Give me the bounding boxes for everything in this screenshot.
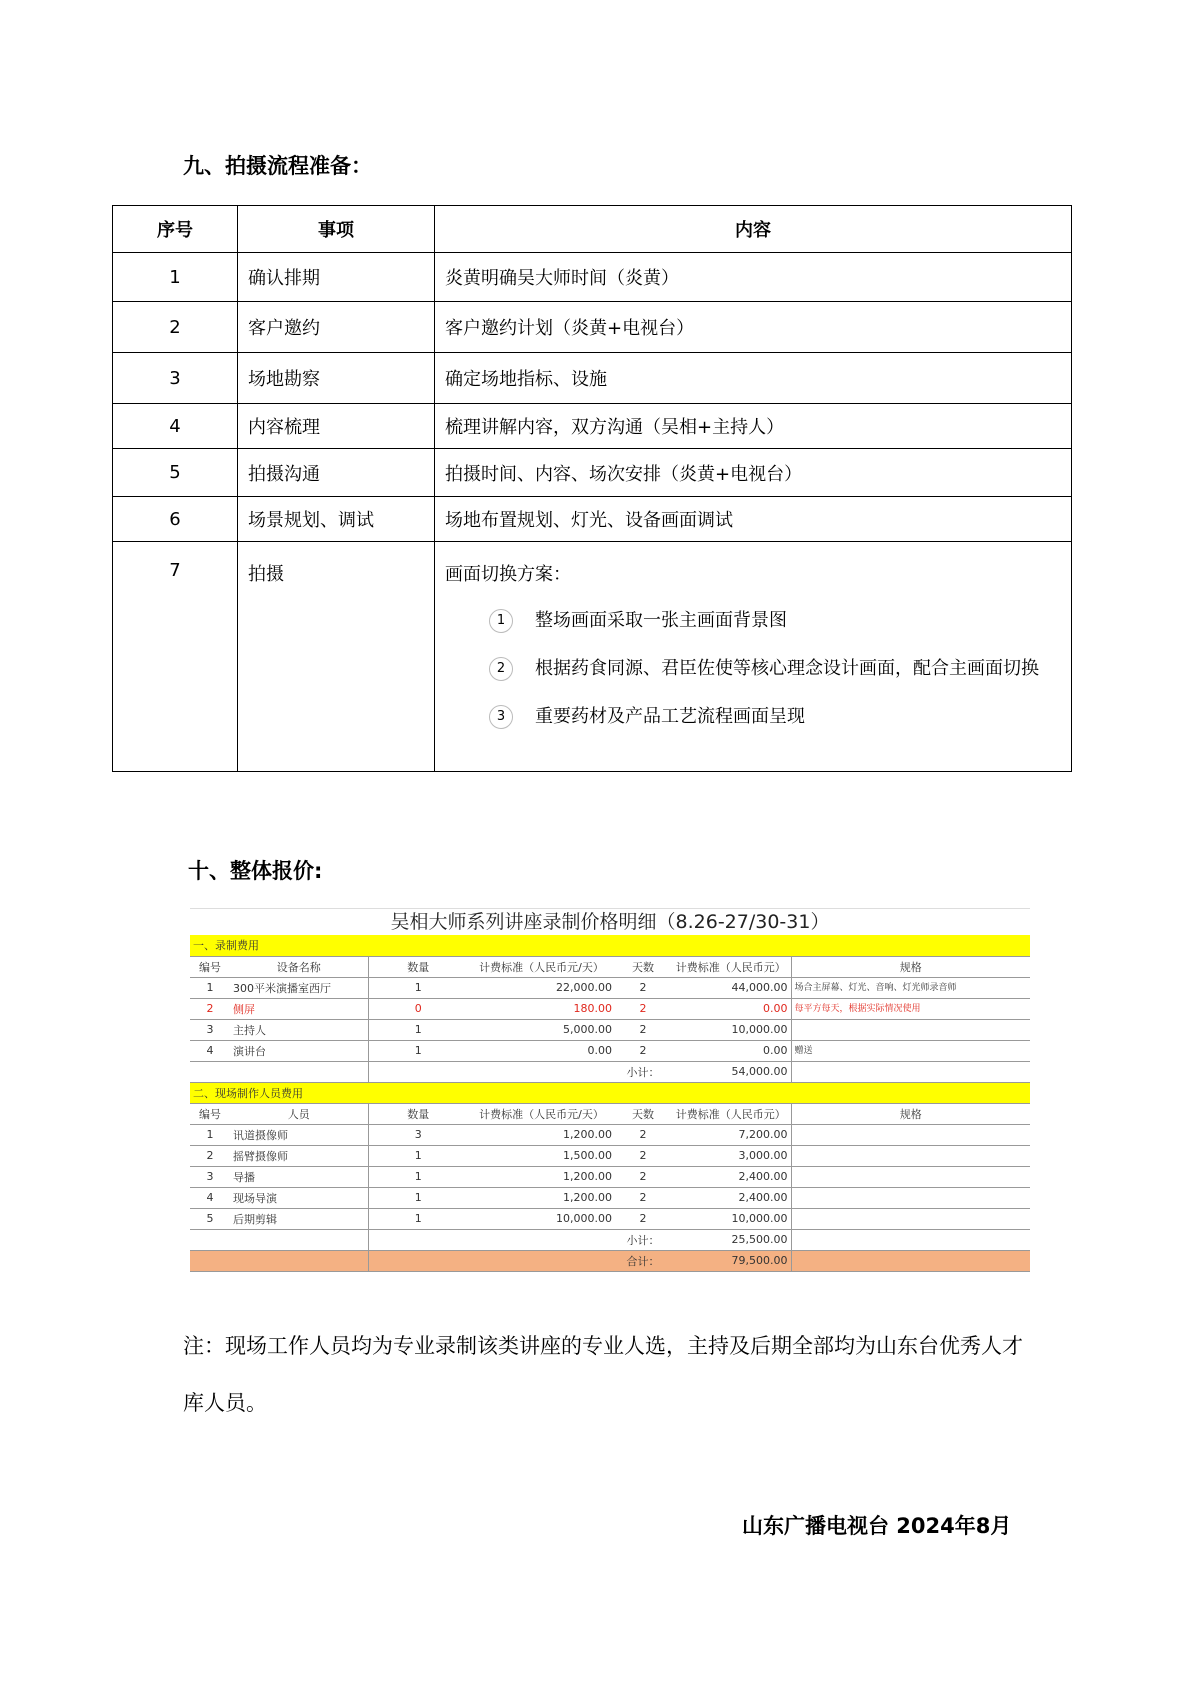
quote-table [190, 935, 1030, 1272]
row-item: 拍摄沟通 [238, 449, 435, 497]
cell-rate: 10,000.00 [468, 1208, 615, 1229]
cell-no: 2 [190, 998, 230, 1019]
section-label-row [190, 935, 1030, 956]
sheet-row [190, 1019, 1030, 1040]
row-num: 6 [113, 497, 238, 542]
plan-title: 画面切换方案： [445, 564, 571, 585]
cell-qty: 1 [368, 977, 468, 998]
cell-qty: 0 [368, 998, 468, 1019]
cell-rate: 5,000.00 [468, 1019, 615, 1040]
row-item: 客户邀约 [238, 302, 435, 353]
cell-qty: 1 [368, 1019, 468, 1040]
sheet-row [190, 1040, 1030, 1061]
cell-cost: 0.00 [671, 998, 791, 1019]
cell-name: 现场导演 [230, 1187, 368, 1208]
sheet-header-row [190, 1103, 1030, 1124]
sheet-row [190, 1166, 1030, 1187]
col-header: 计费标准（人民币元） [671, 1103, 791, 1124]
table-row [113, 253, 1072, 302]
circled-number-icon: 1 [489, 609, 513, 633]
cell-days: 2 [615, 1040, 671, 1061]
cell-spec [791, 1019, 1030, 1040]
cell-spec: 每平方每天，根据实际情况使用 [791, 998, 1030, 1019]
row-content: 场地布置规划、灯光、设备画面调试 [435, 497, 1072, 542]
plan-step [445, 700, 1061, 734]
row-content: 客户邀约计划（炎黄+电视台） [435, 302, 1072, 353]
sheet-row [190, 1187, 1030, 1208]
cell-days: 2 [615, 1019, 671, 1040]
cell-name: 讯道摄像师 [230, 1124, 368, 1145]
subtotal-label: 小计： [615, 1229, 671, 1250]
cell-cost: 7,200.00 [671, 1124, 791, 1145]
grand-total-row [190, 1250, 1030, 1271]
cell-name: 300平米演播室西厅 [230, 977, 368, 998]
cell-qty: 1 [368, 1208, 468, 1229]
col-header: 数量 [368, 956, 468, 977]
header-num: 序号 [113, 206, 238, 253]
circled-number-icon: 2 [489, 657, 513, 681]
row-content: 炎黄明确吴大师时间（炎黄） [435, 253, 1072, 302]
plan-step [445, 604, 1061, 638]
section-label-row [190, 1082, 1030, 1103]
signature: 山东广播电视台 2024年8月 [742, 1514, 1012, 1538]
footnote: 注：现场工作人员均为专业录制该类讲座的专业人选，主持及后期全部均为山东台优秀人才库人员。 [183, 1334, 1023, 1415]
cell-name: 主持人 [230, 1019, 368, 1040]
row-num: 3 [113, 353, 238, 404]
sheet-row [190, 1124, 1030, 1145]
cell-days: 2 [615, 1145, 671, 1166]
cell-no: 4 [190, 1040, 230, 1061]
sheet-row [190, 977, 1030, 998]
row-num: 4 [113, 404, 238, 449]
table-row [113, 353, 1072, 404]
plan-step [445, 652, 1061, 686]
row-item: 确认排期 [238, 253, 435, 302]
table-row [113, 449, 1072, 497]
col-header: 天数 [615, 956, 671, 977]
table-row [113, 404, 1072, 449]
shooting-process-table [112, 205, 1072, 772]
cell-days: 2 [615, 977, 671, 998]
section-label: 二、现场制作人员费用 [190, 1082, 1030, 1103]
subtotal-label: 小计： [615, 1061, 671, 1082]
header-content: 内容 [435, 206, 1072, 253]
cell-no: 4 [190, 1187, 230, 1208]
cell-days: 2 [615, 1166, 671, 1187]
cell-rate: 1,200.00 [468, 1166, 615, 1187]
cell-no: 5 [190, 1208, 230, 1229]
cell-qty: 1 [368, 1166, 468, 1187]
subtotal-value: 54,000.00 [671, 1061, 791, 1082]
cell-cost: 2,400.00 [671, 1166, 791, 1187]
cell-no: 1 [190, 1124, 230, 1145]
cell-spec: 场合主屏幕、灯光、音响、灯光师录音师 [791, 977, 1030, 998]
cell-no: 3 [190, 1019, 230, 1040]
row-num: 5 [113, 449, 238, 497]
col-header: 设备名称 [230, 956, 368, 977]
cell-rate: 22,000.00 [468, 977, 615, 998]
cell-name: 后期剪辑 [230, 1208, 368, 1229]
cell-name: 侧屏 [230, 998, 368, 1019]
row-content-plan [435, 542, 1072, 772]
cell-days: 2 [615, 998, 671, 1019]
cell-cost: 10,000.00 [671, 1208, 791, 1229]
table-row [113, 542, 1072, 772]
total-label: 合计： [615, 1250, 671, 1271]
cell-no: 2 [190, 1145, 230, 1166]
col-header: 计费标准（人民币元） [671, 956, 791, 977]
col-header: 人员 [230, 1103, 368, 1124]
cell-qty: 1 [368, 1187, 468, 1208]
cell-rate: 0.00 [468, 1040, 615, 1061]
plan-step-text: 整场画面采取一张主画面背景图 [535, 610, 787, 631]
header-item: 事项 [238, 206, 435, 253]
cell-days: 2 [615, 1187, 671, 1208]
cell-name: 导播 [230, 1166, 368, 1187]
cell-no: 3 [190, 1166, 230, 1187]
sheet-row [190, 1208, 1030, 1229]
col-header: 计费标准（人民币元/天） [468, 956, 615, 977]
row-num: 1 [113, 253, 238, 302]
col-header: 规格 [791, 956, 1030, 977]
cell-name: 摇臂摄像师 [230, 1145, 368, 1166]
row-num: 2 [113, 302, 238, 353]
quote-spreadsheet [190, 908, 1030, 1292]
row-num: 7 [113, 542, 238, 772]
cell-no: 1 [190, 977, 230, 998]
col-header: 天数 [615, 1103, 671, 1124]
subtotal-row [190, 1061, 1030, 1082]
cell-cost: 10,000.00 [671, 1019, 791, 1040]
section-label: 一、录制费用 [190, 935, 1030, 956]
sheet-header-row [190, 956, 1030, 977]
table-row [113, 497, 1072, 542]
cell-spec: 赠送 [791, 1040, 1030, 1061]
row-content: 确定场地指标、设施 [435, 353, 1072, 404]
sheet-row [190, 1145, 1030, 1166]
row-content: 梳理讲解内容，双方沟通（吴相+主持人） [435, 404, 1072, 449]
cell-qty: 3 [368, 1124, 468, 1145]
cell-cost: 2,400.00 [671, 1187, 791, 1208]
total-value: 79,500.00 [671, 1250, 791, 1271]
row-item: 内容梳理 [238, 404, 435, 449]
col-header: 数量 [368, 1103, 468, 1124]
row-content: 拍摄时间、内容、场次安排（炎黄+电视台） [435, 449, 1072, 497]
cell-rate: 180.00 [468, 998, 615, 1019]
cell-cost: 0.00 [671, 1040, 791, 1061]
table-header-row [113, 206, 1072, 253]
sheet-row [190, 998, 1030, 1019]
row-item: 场景规划、调试 [238, 497, 435, 542]
col-header: 编号 [190, 1103, 230, 1124]
col-header: 计费标准（人民币元/天） [468, 1103, 615, 1124]
cell-days: 2 [615, 1208, 671, 1229]
cell-qty: 1 [368, 1040, 468, 1061]
circled-number-icon: 3 [489, 705, 513, 729]
plan-step-text: 重要药材及产品工艺流程画面呈现 [535, 706, 805, 727]
cell-days: 2 [615, 1124, 671, 1145]
table-row [113, 302, 1072, 353]
cell-qty: 1 [368, 1145, 468, 1166]
cell-rate: 1,200.00 [468, 1187, 615, 1208]
cell-cost: 3,000.00 [671, 1145, 791, 1166]
plan-step-text: 根据药食同源、君臣佐使等核心理念设计画面，配合主画面切换 [535, 658, 1039, 679]
cell-cost: 44,000.00 [671, 977, 791, 998]
cell-name: 演讲台 [230, 1040, 368, 1061]
col-header: 规格 [791, 1103, 1030, 1124]
subtotal-row [190, 1229, 1030, 1250]
section9-heading: 九、拍摄流程准备： [183, 154, 372, 178]
row-item: 拍摄 [238, 542, 435, 772]
row-item: 场地勘察 [238, 353, 435, 404]
section10-heading: 十、整体报价: [188, 859, 323, 883]
sheet-title: 吴相大师系列讲座录制价格明细（8.26-27/30-31） [390, 911, 830, 933]
col-header: 编号 [190, 956, 230, 977]
cell-rate: 1,200.00 [468, 1124, 615, 1145]
subtotal-value: 25,500.00 [671, 1229, 791, 1250]
cell-rate: 1,500.00 [468, 1145, 615, 1166]
